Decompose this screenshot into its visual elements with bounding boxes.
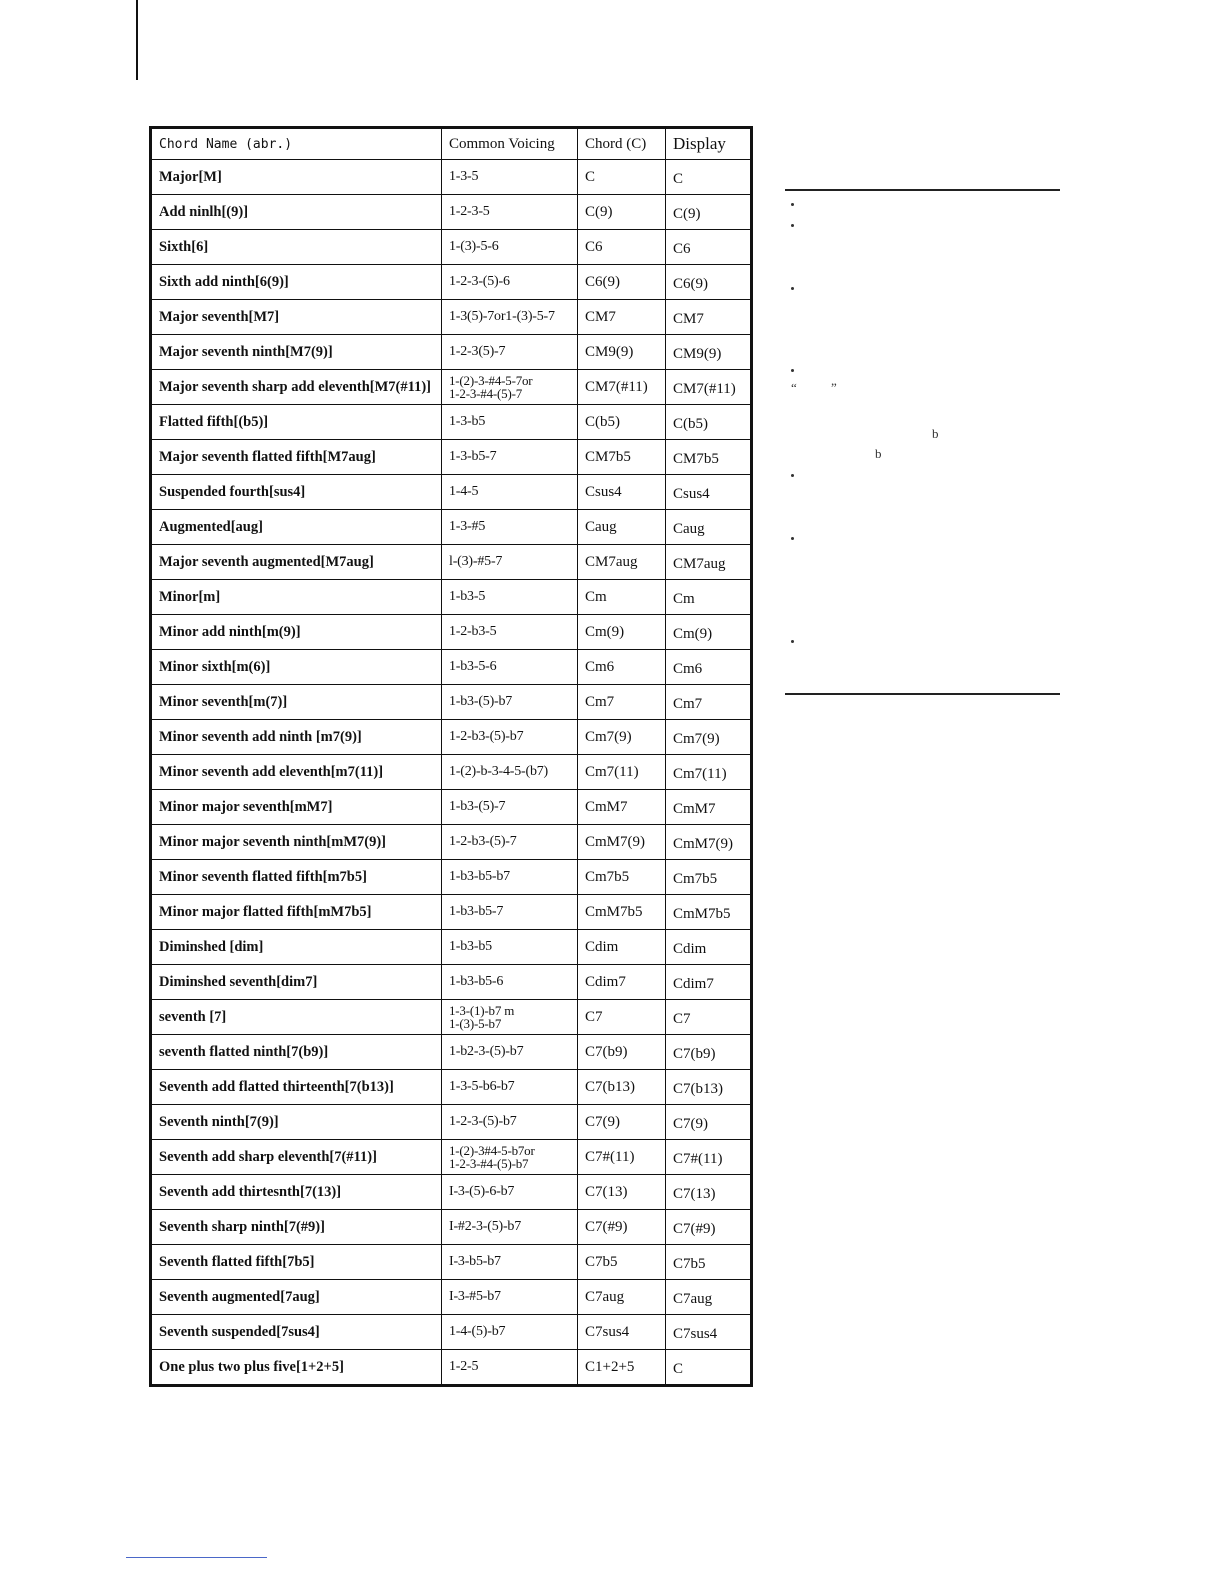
chord-symbol-cell: C6(9) bbox=[578, 265, 666, 300]
table-row bbox=[151, 1175, 752, 1210]
display-cell: C7(9) bbox=[666, 1105, 752, 1140]
chord-name-cell: Seventh suspended[7sus4] bbox=[151, 1315, 442, 1350]
chord-name-cell: Minor sixth[m(6)] bbox=[151, 650, 442, 685]
header-chord-name: Chord Name (abr.) bbox=[151, 128, 442, 160]
voicing-cell bbox=[442, 1350, 578, 1386]
chord-symbol-cell: Cdim7 bbox=[578, 965, 666, 1000]
display-cell: Cm7b5 bbox=[666, 860, 752, 895]
voicing-cell bbox=[442, 1000, 578, 1035]
voicing-line: 1-b3-b5-6 bbox=[449, 974, 504, 989]
voicing-line: I-3-b5-b7 bbox=[449, 1254, 501, 1269]
header-display: Display bbox=[666, 128, 752, 160]
voicing-line: 1-2-3-#4-(5)-b7 bbox=[449, 1156, 529, 1171]
voicing-line: 1-2-3-(5)-b7 bbox=[449, 1114, 517, 1129]
voicing-cell bbox=[442, 335, 578, 370]
table-row bbox=[151, 930, 752, 965]
side-top-rule bbox=[785, 189, 1060, 191]
chord-symbol-cell: C7(#9) bbox=[578, 1210, 666, 1245]
table-row bbox=[151, 720, 752, 755]
table-row bbox=[151, 755, 752, 790]
table-header-row bbox=[151, 128, 752, 160]
voicing-cell bbox=[442, 475, 578, 510]
voicing-cell bbox=[442, 860, 578, 895]
chord-name-cell: Sixth add ninth[6(9)] bbox=[151, 265, 442, 300]
voicing-cell bbox=[442, 1175, 578, 1210]
voicing-line: 1-3-(1)-b7 m bbox=[449, 1003, 515, 1018]
voicing-cell bbox=[442, 230, 578, 265]
table-row bbox=[151, 895, 752, 930]
table-row bbox=[151, 1210, 752, 1245]
table-row bbox=[151, 230, 752, 265]
chord-symbol-cell: C7sus4 bbox=[578, 1315, 666, 1350]
table-row bbox=[151, 650, 752, 685]
voicing-line: 1-b3-(5)-b7 bbox=[449, 694, 513, 709]
voicing-cell bbox=[442, 195, 578, 230]
chord-name-cell: seventh [7] bbox=[151, 1000, 442, 1035]
voicing-line: l-(3)-#5-7 bbox=[449, 554, 503, 569]
voicing-line: 1-3-b5-7 bbox=[449, 449, 497, 464]
display-cell: C7(13) bbox=[666, 1175, 752, 1210]
voicing-line: 1-2-3-5 bbox=[449, 204, 490, 219]
side-bullet bbox=[791, 287, 794, 290]
table-row bbox=[151, 545, 752, 580]
display-cell: C6(9) bbox=[666, 265, 752, 300]
side-bullet bbox=[791, 224, 794, 227]
chord-name-cell: Seventh sharp ninth[7(#9)] bbox=[151, 1210, 442, 1245]
voicing-line: 1-b3-b5-b7 bbox=[449, 869, 510, 884]
chord-name-cell: Minor major seventh ninth[mM7(9)] bbox=[151, 825, 442, 860]
chord-symbol-cell: CmM7 bbox=[578, 790, 666, 825]
chord-symbol-cell: C bbox=[578, 160, 666, 195]
display-cell: C7aug bbox=[666, 1280, 752, 1315]
chord-name-cell: One plus two plus five[1+2+5] bbox=[151, 1350, 442, 1386]
display-cell: CmM7(9) bbox=[666, 825, 752, 860]
table-row bbox=[151, 1035, 752, 1070]
table-row bbox=[151, 580, 752, 615]
table-row bbox=[151, 1350, 752, 1386]
chord-symbol-cell: CM7(#11) bbox=[578, 370, 666, 405]
chord-symbol-cell: C(9) bbox=[578, 195, 666, 230]
header-common-voicing: Common Voicing bbox=[442, 128, 578, 160]
display-cell: CM7b5 bbox=[666, 440, 752, 475]
chord-name-cell: Minor[m] bbox=[151, 580, 442, 615]
chord-name-cell: Minor major seventh[mM7] bbox=[151, 790, 442, 825]
voicing-line: 1-(3)-5-b7 bbox=[449, 1016, 502, 1031]
voicing-line: 1-b3-5 bbox=[449, 589, 486, 604]
display-cell: Cm6 bbox=[666, 650, 752, 685]
chord-symbol-cell: CM7aug bbox=[578, 545, 666, 580]
display-cell: Csus4 bbox=[666, 475, 752, 510]
chord-name-cell: Diminshed [dim] bbox=[151, 930, 442, 965]
chord-symbol-cell: C(b5) bbox=[578, 405, 666, 440]
side-quote-close: ” bbox=[831, 380, 837, 395]
display-cell: C(9) bbox=[666, 195, 752, 230]
table-row bbox=[151, 615, 752, 650]
display-cell: C7(#9) bbox=[666, 1210, 752, 1245]
chord-name-cell: Minor seventh[m(7)] bbox=[151, 685, 442, 720]
voicing-line: 1-2-5 bbox=[449, 1359, 479, 1374]
voicing-line: 1-b2-3-(5)-b7 bbox=[449, 1044, 524, 1059]
display-cell: CmM7 bbox=[666, 790, 752, 825]
display-cell: CM7aug bbox=[666, 545, 752, 580]
voicing-cell bbox=[442, 1280, 578, 1315]
footer-rule bbox=[126, 1557, 267, 1558]
voicing-line: 1-2-3-#4-(5)-7 bbox=[449, 386, 523, 401]
chord-name-cell: Seventh augmented[7aug] bbox=[151, 1280, 442, 1315]
table-row bbox=[151, 1315, 752, 1350]
chord-name-cell: Augmented[aug] bbox=[151, 510, 442, 545]
voicing-cell bbox=[442, 1070, 578, 1105]
chord-name-cell: Flatted fifth[(b5)] bbox=[151, 405, 442, 440]
table-row bbox=[151, 1105, 752, 1140]
table-row bbox=[151, 405, 752, 440]
chord-name-cell: Seventh ninth[7(9)] bbox=[151, 1105, 442, 1140]
voicing-cell bbox=[442, 545, 578, 580]
voicing-line: 1-(2)-3#4-5-b7or bbox=[449, 1143, 535, 1158]
voicing-line: 1-2-b3-5 bbox=[449, 624, 497, 639]
chord-symbol-cell: Cm7(11) bbox=[578, 755, 666, 790]
chord-name-cell: Minor major flatted fifth[mM7b5] bbox=[151, 895, 442, 930]
chord-symbol-cell: CM9(9) bbox=[578, 335, 666, 370]
voicing-cell bbox=[442, 965, 578, 1000]
chord-name-cell: Minor seventh add ninth [m7(9)] bbox=[151, 720, 442, 755]
chord-symbol-cell: CmM7(9) bbox=[578, 825, 666, 860]
display-cell: C7(b13) bbox=[666, 1070, 752, 1105]
chord-name-cell: Major seventh sharp add eleventh[M7(#11)] bbox=[151, 370, 442, 405]
table-row bbox=[151, 825, 752, 860]
side-bullet bbox=[791, 203, 794, 206]
voicing-line: 1-b3-5-6 bbox=[449, 659, 497, 674]
chord-symbol-cell: C6 bbox=[578, 230, 666, 265]
chord-name-cell: Sixth[6] bbox=[151, 230, 442, 265]
chord-symbol-cell: C7(b13) bbox=[578, 1070, 666, 1105]
display-cell: Cm7(11) bbox=[666, 755, 752, 790]
chord-symbol-cell: Cm7b5 bbox=[578, 860, 666, 895]
table-row bbox=[151, 510, 752, 545]
chord-name-cell: Seventh add thirtesnth[7(13)] bbox=[151, 1175, 442, 1210]
voicing-line: I-#2-3-(5)-b7 bbox=[449, 1219, 522, 1234]
table-row bbox=[151, 965, 752, 1000]
chord-symbol-cell: C7(b9) bbox=[578, 1035, 666, 1070]
voicing-cell bbox=[442, 650, 578, 685]
voicing-line: 1-2-3-(5)-6 bbox=[449, 274, 510, 289]
chord-symbol-cell: Caug bbox=[578, 510, 666, 545]
table-row bbox=[151, 860, 752, 895]
table-row bbox=[151, 440, 752, 475]
display-cell: Cm(9) bbox=[666, 615, 752, 650]
table-row bbox=[151, 335, 752, 370]
chord-symbol-cell: Cm7(9) bbox=[578, 720, 666, 755]
voicing-line: 1-3-b5 bbox=[449, 414, 486, 429]
voicing-line: 1-b3-b5 bbox=[449, 939, 492, 954]
voicing-line: 1-4-(5)-b7 bbox=[449, 1324, 506, 1339]
chord-symbol-cell: C7(9) bbox=[578, 1105, 666, 1140]
voicing-cell bbox=[442, 300, 578, 335]
chord-name-cell: Major seventh ninth[M7(9)] bbox=[151, 335, 442, 370]
chord-symbol-cell: Cm7 bbox=[578, 685, 666, 720]
display-cell: CM9(9) bbox=[666, 335, 752, 370]
display-cell: Caug bbox=[666, 510, 752, 545]
chord-name-cell: Suspended fourth[sus4] bbox=[151, 475, 442, 510]
voicing-cell bbox=[442, 825, 578, 860]
margin-rule bbox=[136, 0, 138, 80]
table-row bbox=[151, 790, 752, 825]
table-row bbox=[151, 1070, 752, 1105]
display-cell: C7 bbox=[666, 1000, 752, 1035]
header-chord-c: Chord (C) bbox=[578, 128, 666, 160]
chord-symbol-cell: CM7 bbox=[578, 300, 666, 335]
voicing-cell bbox=[442, 370, 578, 405]
chord-table bbox=[149, 126, 753, 1387]
display-cell: Cm7 bbox=[666, 685, 752, 720]
chord-name-cell: seventh flatted ninth[7(b9)] bbox=[151, 1035, 442, 1070]
chord-symbol-cell: CmM7b5 bbox=[578, 895, 666, 930]
display-cell: Cdim bbox=[666, 930, 752, 965]
table-row bbox=[151, 1245, 752, 1280]
chord-symbol-cell: C7b5 bbox=[578, 1245, 666, 1280]
side-flat-glyph: b bbox=[932, 426, 939, 441]
voicing-cell bbox=[442, 405, 578, 440]
display-cell: Cm7(9) bbox=[666, 720, 752, 755]
voicing-cell bbox=[442, 755, 578, 790]
voicing-line: 1-b3-(5)-7 bbox=[449, 799, 506, 814]
voicing-cell bbox=[442, 930, 578, 965]
display-cell: C6 bbox=[666, 230, 752, 265]
voicing-cell bbox=[442, 1245, 578, 1280]
chord-name-cell: Major seventh augmented[M7aug] bbox=[151, 545, 442, 580]
table-row bbox=[151, 160, 752, 195]
side-bullet bbox=[791, 537, 794, 540]
chord-name-cell: Major seventh flatted fifth[M7aug] bbox=[151, 440, 442, 475]
voicing-cell bbox=[442, 1140, 578, 1175]
voicing-line: I-3-(5)-6-b7 bbox=[449, 1184, 515, 1199]
display-cell: C7sus4 bbox=[666, 1315, 752, 1350]
side-bullet bbox=[791, 640, 794, 643]
display-cell: C(b5) bbox=[666, 405, 752, 440]
voicing-cell bbox=[442, 1035, 578, 1070]
chord-name-cell: Minor add ninth[m(9)] bbox=[151, 615, 442, 650]
display-cell: CM7(#11) bbox=[666, 370, 752, 405]
voicing-cell bbox=[442, 895, 578, 930]
table-row bbox=[151, 1140, 752, 1175]
voicing-line: 1-2-b3-(5)-7 bbox=[449, 834, 517, 849]
side-bullet bbox=[791, 369, 794, 372]
voicing-line: 1-3-5 bbox=[449, 169, 479, 184]
chord-symbol-cell: Cm(9) bbox=[578, 615, 666, 650]
chord-symbol-cell: C7#(11) bbox=[578, 1140, 666, 1175]
voicing-line: 1-4-5 bbox=[449, 484, 479, 499]
voicing-line: 1-2-3(5)-7 bbox=[449, 344, 506, 359]
table-row bbox=[151, 475, 752, 510]
voicing-cell bbox=[442, 615, 578, 650]
voicing-line: 1-(2)-3-#4-5-7or bbox=[449, 373, 533, 388]
voicing-line: 1-3-5-b6-b7 bbox=[449, 1079, 515, 1094]
voicing-cell bbox=[442, 720, 578, 755]
voicing-line: 1-b3-b5-7 bbox=[449, 904, 504, 919]
table-row bbox=[151, 265, 752, 300]
voicing-cell bbox=[442, 685, 578, 720]
chord-symbol-cell: C7 bbox=[578, 1000, 666, 1035]
voicing-line: 1-3(5)-7or1-(3)-5-7 bbox=[449, 309, 555, 324]
chord-symbol-cell: Csus4 bbox=[578, 475, 666, 510]
chord-name-cell: Minor seventh flatted fifth[m7b5] bbox=[151, 860, 442, 895]
voicing-line: 1-2-b3-(5)-b7 bbox=[449, 729, 524, 744]
table-row bbox=[151, 1000, 752, 1035]
voicing-line: 1-3-#5 bbox=[449, 519, 486, 534]
chord-symbol-cell: C7(13) bbox=[578, 1175, 666, 1210]
side-bullet bbox=[791, 474, 794, 477]
table-row bbox=[151, 195, 752, 230]
voicing-cell bbox=[442, 510, 578, 545]
chord-symbol-cell: C1+2+5 bbox=[578, 1350, 666, 1386]
display-cell: C7#(11) bbox=[666, 1140, 752, 1175]
display-cell: CmM7b5 bbox=[666, 895, 752, 930]
chord-name-cell: Diminshed seventh[dim7] bbox=[151, 965, 442, 1000]
chord-name-cell: Seventh flatted fifth[7b5] bbox=[151, 1245, 442, 1280]
voicing-cell bbox=[442, 265, 578, 300]
side-bottom-rule bbox=[785, 693, 1060, 695]
voicing-cell bbox=[442, 440, 578, 475]
table-row bbox=[151, 1280, 752, 1315]
chord-name-cell: Major seventh[M7] bbox=[151, 300, 442, 335]
side-quote-open: “ bbox=[791, 380, 797, 395]
voicing-cell bbox=[442, 1315, 578, 1350]
chord-symbol-cell: Cm bbox=[578, 580, 666, 615]
voicing-line: I-3-#5-b7 bbox=[449, 1289, 501, 1304]
voicing-line: 1-(3)-5-6 bbox=[449, 239, 499, 254]
display-cell: C7b5 bbox=[666, 1245, 752, 1280]
chord-symbol-cell: Cm6 bbox=[578, 650, 666, 685]
table-row bbox=[151, 370, 752, 405]
chord-symbol-cell: C7aug bbox=[578, 1280, 666, 1315]
chord-symbol-cell: CM7b5 bbox=[578, 440, 666, 475]
voicing-line: 1-(2)-b-3-4-5-(b7) bbox=[449, 764, 549, 779]
chord-symbol-cell: Cdim bbox=[578, 930, 666, 965]
display-cell: C bbox=[666, 1350, 752, 1386]
side-flat-glyph: b bbox=[875, 446, 882, 461]
display-cell: Cdim7 bbox=[666, 965, 752, 1000]
chord-name-cell: Add ninlh[(9)] bbox=[151, 195, 442, 230]
display-cell: C7(b9) bbox=[666, 1035, 752, 1070]
chord-name-cell: Minor seventh add eleventh[m7(11)] bbox=[151, 755, 442, 790]
voicing-cell bbox=[442, 790, 578, 825]
voicing-cell bbox=[442, 580, 578, 615]
table-row bbox=[151, 300, 752, 335]
chord-name-cell: Major[M] bbox=[151, 160, 442, 195]
voicing-cell bbox=[442, 160, 578, 195]
voicing-cell bbox=[442, 1105, 578, 1140]
display-cell: Cm bbox=[666, 580, 752, 615]
display-cell: C bbox=[666, 160, 752, 195]
table-body bbox=[151, 160, 752, 1386]
display-cell: CM7 bbox=[666, 300, 752, 335]
chord-name-cell: Seventh add sharp eleventh[7(#11)] bbox=[151, 1140, 442, 1175]
voicing-cell bbox=[442, 1210, 578, 1245]
table-row bbox=[151, 685, 752, 720]
chord-name-cell: Seventh add flatted thirteenth[7(b13)] bbox=[151, 1070, 442, 1105]
